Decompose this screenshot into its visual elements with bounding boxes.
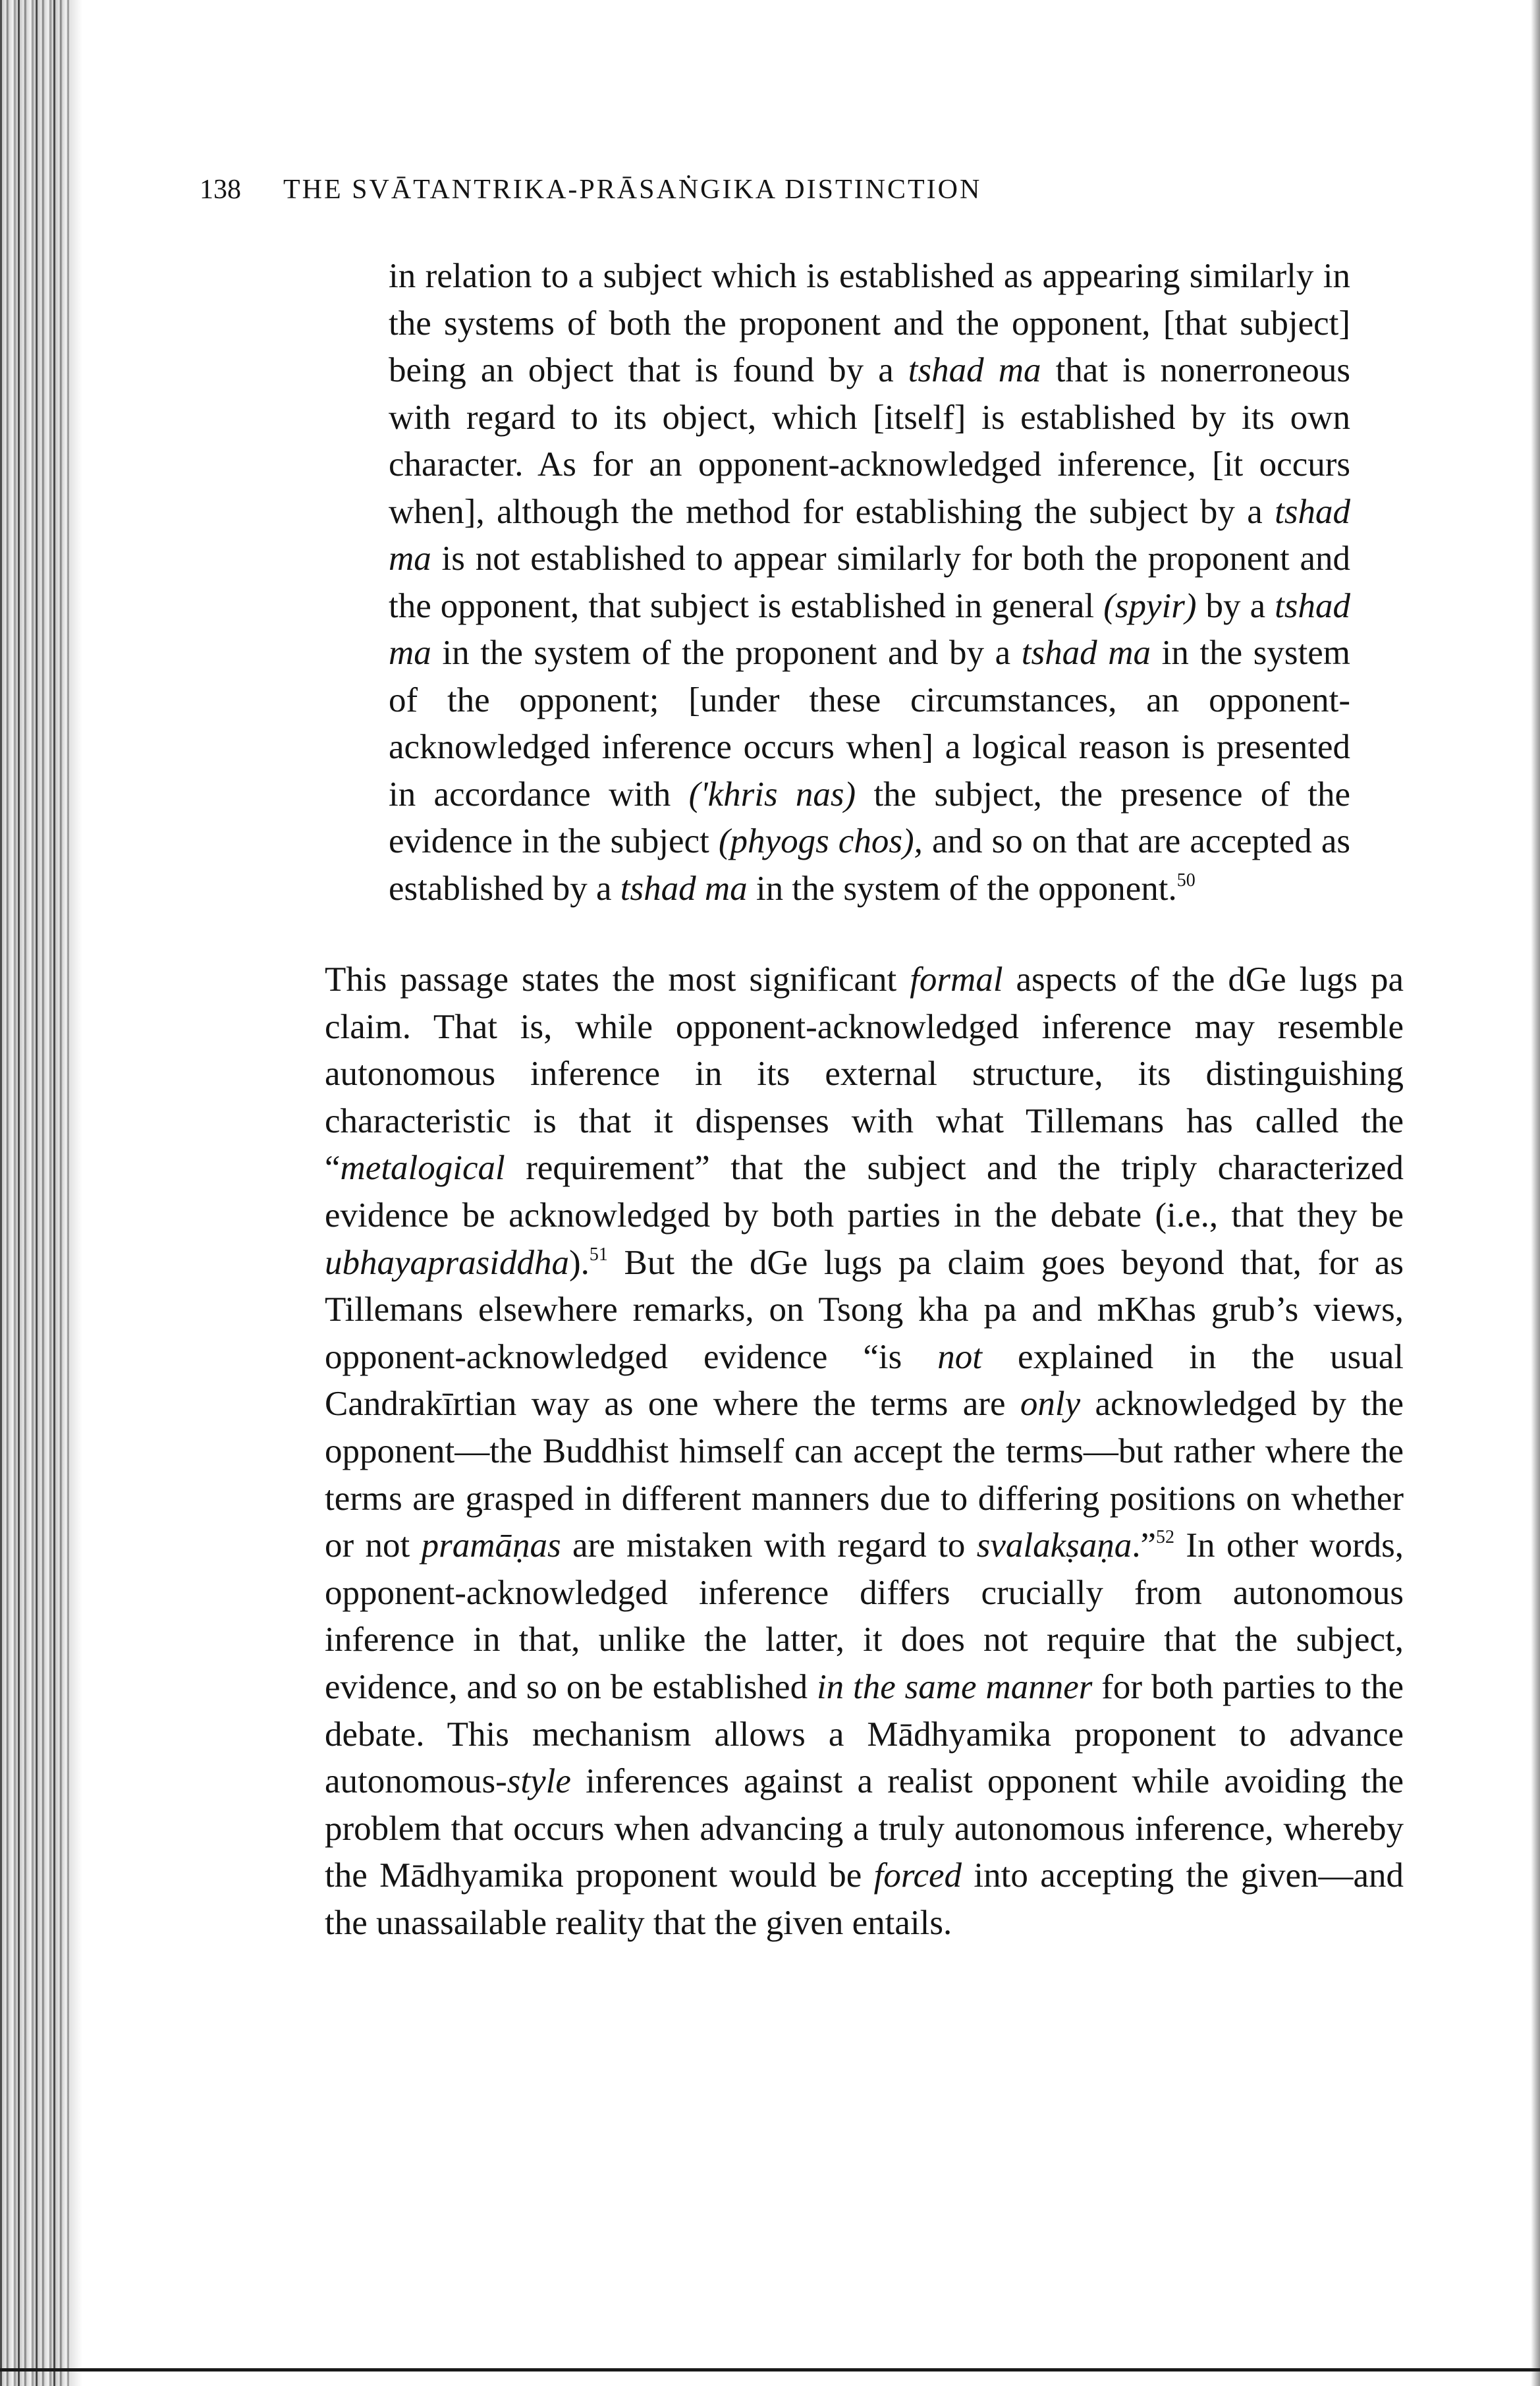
para-emphasis: forced (873, 1856, 962, 1895)
body-paragraph (325, 957, 1404, 1947)
para-text: ). (569, 1243, 590, 1282)
quote-term: tshad ma (908, 351, 1041, 389)
footnote-ref: 50 (1176, 870, 1196, 891)
para-text: acknowledged by the opponent—the Buddhist himself can accept the terms—but rather where the terms are grasped in different manners due to differing positions on whether or not (325, 1385, 1404, 1565)
quote-text: in the system of the opponent. (747, 869, 1177, 908)
running-head (200, 170, 1319, 209)
quote-text: and so on that are accepted as established by a (389, 822, 1350, 908)
para-emphasis: style (507, 1762, 571, 1801)
para-emphasis: only (1020, 1385, 1081, 1424)
block-quote-text (389, 253, 1350, 912)
quote-term: (spyir) (1103, 586, 1197, 625)
quote-text: is not established to appear similarly for both the proponent and the opponent, that subject is established in general (389, 540, 1350, 625)
para-text: inferences against a realist opponent while avoiding the problem that occurs when advancing a truly autonomous inference, whereby the Mādhyamika proponent would be (325, 1762, 1404, 1895)
para-emphasis: metalogical (340, 1149, 505, 1188)
para-text: explained in the usual Candrakīrtian way as one where the terms are (325, 1337, 1404, 1424)
para-emphasis: formal (910, 960, 1003, 999)
para-emphasis: ubhayaprasiddha (325, 1243, 569, 1282)
para-emphasis: pramāṇas (421, 1526, 561, 1565)
footnote-ref: 51 (589, 1244, 608, 1265)
quote-term: tshad ma (389, 492, 1350, 578)
quote-term: tshad ma (620, 869, 748, 908)
para-emphasis: svalakṣaṇa (976, 1526, 1132, 1565)
para-text: aspects of the dGe lugs pa claim. That is, while opponent-acknowledged inference may resemble autonomous inference in its external structure, its distinguishing characteristic is that it dispenses with what Tillemans has called the “ (325, 960, 1404, 1188)
quote-text: in relation to a subject which is established as appearing similarly in the systems of both the proponent and the opponent, [that subject] being an object that is found by a (389, 257, 1350, 389)
para-text: .” (1132, 1526, 1157, 1565)
quote-term: tshad ma (389, 586, 1350, 672)
block-quote (389, 253, 1350, 912)
quote-term: tshad ma (1021, 634, 1151, 672)
quote-term: ('khris nas) (688, 775, 856, 814)
quote-text: by a (1196, 586, 1275, 625)
quote-text: that is nonerroneous with regard to its object, which [itself] is established by its own character. As for an opponent-acknowledged inference, [it occurs when], although the method for establishing the subject by a (389, 351, 1350, 531)
running-head-title: THE SVĀTANTRIKA-PRĀSAṄGIKA DISTINCTION (283, 175, 982, 205)
quote-text: in the system of the proponent and by a (431, 634, 1022, 672)
para-text: into accepting the given—and the unassailable reality that the given entails. (325, 1856, 1404, 1942)
page-number: 138 (200, 175, 241, 205)
binding-fade (69, 0, 82, 2386)
paragraph-text (325, 957, 1404, 1947)
para-emphasis: not (937, 1337, 983, 1376)
para-text: requirement” that the subject and the triply characterized evidence be acknowledged by both parties in the debate (i.e., that they be (325, 1149, 1404, 1235)
para-text: This passage states the most significant (325, 960, 910, 999)
quote-text: the subject, the presence of the evidence in the subject (389, 775, 1351, 860)
para-text: are mistaken with regard to (561, 1526, 977, 1565)
para-text: But the dGe lugs pa claim goes beyond that, for as Tillemans elsewhere remarks, on Tsong kha pa and mKhas grub’s views, opponent-acknowledged evidence “is (325, 1243, 1404, 1376)
para-text: In other words, opponent-acknowledged inference differs crucially from autonomous inference in that, unlike the latter, it does not require that the subject, evidence, and so on be established (325, 1526, 1404, 1706)
quote-term: (phyogs chos), (718, 822, 923, 860)
para-text: for both parties to the debate. This mechanism allows a Mādhyamika proponent to advance autonomous- (325, 1667, 1404, 1801)
quote-text: in the system of the opponent; [under these circumstances, an opponent-acknowledged inference occurs when] a logical reason is presented in accordance with (389, 634, 1350, 814)
para-emphasis: in the same manner (816, 1667, 1093, 1706)
binding-shadow (0, 0, 69, 2386)
page-edge-shadow (1531, 0, 1540, 2386)
footnote-ref: 52 (1156, 1527, 1175, 1548)
scan-bottom-edge (0, 2368, 1540, 2372)
